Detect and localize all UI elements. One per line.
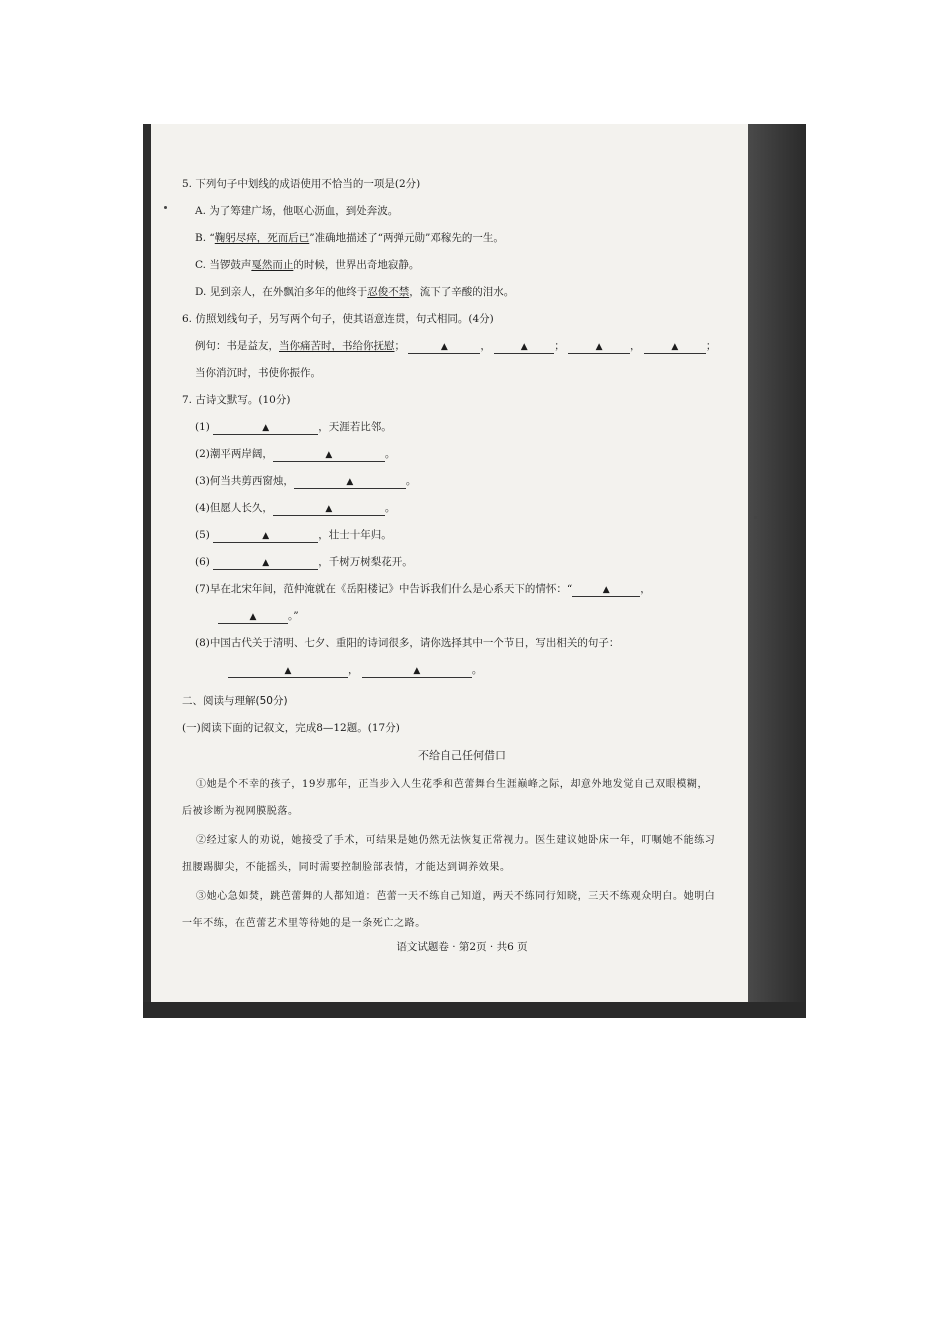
q5-option-c <box>195 257 419 272</box>
q5-d-suffix: ，流下了辛酸的泪水。 <box>409 286 515 298</box>
q7-6-blank[interactable] <box>213 558 318 570</box>
scan-bottom-edge <box>143 1002 806 1018</box>
q7-2-text: (2)潮平两岸阔， <box>195 448 273 460</box>
q5-c-underlined-idiom: 戛然而止 <box>251 259 294 271</box>
q7-8-comma: ， <box>348 664 359 676</box>
blank-triangle-icon: ▲ <box>325 450 333 460</box>
blank-triangle-icon: ▲ <box>595 342 603 352</box>
q7-2-blank[interactable] <box>273 450 385 462</box>
q7-item-8: (8)中国古代关于清明、七夕、重阳的诗词很多，请你选择其中一个节日，写出相关的句子： <box>195 637 620 649</box>
blank-triangle-icon: ▲ <box>413 666 421 676</box>
scan-edge-shadow <box>748 124 806 1018</box>
q7-8-blank-2[interactable] <box>362 666 472 678</box>
essay-paragraph-1: ①她是个不幸的孩子，19岁那年，正当步入人生花季和芭蕾舞台生涯巅峰之际，却意外地发觉自己双眼模糊，后被诊断为视网膜脱落。 <box>182 779 709 817</box>
q7-item-7-cont <box>218 608 299 624</box>
q7-8-end: 。 <box>471 664 483 676</box>
section2-subheading: (一)阅读下面的记叙文，完成8—12题。(17分) <box>182 722 400 734</box>
q6-example-suffix: ； <box>394 340 405 352</box>
q7-3-end: 。 <box>405 475 417 487</box>
q7-1-number: (1) <box>195 421 210 433</box>
q7-item-1 <box>195 419 392 435</box>
q5-stem: 5. 下列句子中划线的成语使用不恰当的一项是(2分) <box>182 178 421 190</box>
q6-blank-3[interactable] <box>568 342 630 354</box>
q6-blank-2[interactable] <box>494 342 554 354</box>
q7-stem: 7. 古诗文默写。(10分) <box>182 394 291 406</box>
q6-comma: ， <box>480 340 491 352</box>
q6-blank-1[interactable] <box>408 342 480 354</box>
q5-option-b <box>195 230 504 245</box>
q6-underlined-example: 当你痛苦时，书给你抚慰 <box>279 340 395 352</box>
q7-5-text: ，壮士十年归。 <box>318 529 392 541</box>
q6-example-line <box>195 338 716 354</box>
q7-6-number: (6) <box>195 556 210 568</box>
essay-paragraph-3: ③她心急如焚，跳芭蕾舞的人都知道：芭蕾一天不练自己知道，两天不练同行知晓，三天不练观众明白。她明白一年不练，在芭蕾艺术里等待她的是一条死亡之路。 <box>182 891 716 929</box>
scanned-page-photo <box>143 124 806 1018</box>
q6-example-prefix: 例句：书是益友， <box>195 340 279 352</box>
q7-4-text: (4)但愿人长久， <box>195 502 273 514</box>
blank-triangle-icon: ▲ <box>346 477 354 487</box>
blank-triangle-icon: ▲ <box>671 342 679 352</box>
q5-b-suffix: ”准确地描述了“两弹元勋”邓稼先的一生。 <box>309 232 504 244</box>
q5-b-prefix: B. “ <box>195 232 215 244</box>
q6-line-2: 当你消沉时，书使你振作。 <box>195 367 321 379</box>
q6-blank-4[interactable] <box>644 342 706 354</box>
q7-1-blank[interactable] <box>213 423 318 435</box>
q7-3-blank[interactable] <box>294 477 406 489</box>
section2-heading: 二、阅读与理解(50分) <box>182 695 288 707</box>
q5-b-underlined-idiom: 鞠躬尽瘁，死而后已 <box>214 232 310 244</box>
q7-7-comma: ， <box>640 583 651 595</box>
q7-item-2 <box>195 446 395 462</box>
exam-sheet <box>151 124 748 1002</box>
q5-d-prefix: D. 见到亲人，在外飘泊多年的他终于 <box>195 286 368 298</box>
scan-speck <box>164 206 167 209</box>
blank-triangle-icon: ▲ <box>249 612 257 622</box>
q7-4-end: 。 <box>384 502 396 514</box>
blank-triangle-icon: ▲ <box>520 342 528 352</box>
q5-option-d <box>195 284 514 299</box>
scan-speck <box>754 516 757 519</box>
essay-title: 不给自己任何借口 <box>418 749 506 762</box>
q6-comma-2: ， <box>630 340 641 352</box>
blank-triangle-icon: ▲ <box>262 531 270 541</box>
q5-c-suffix: 的时候，世界出奇地寂静。 <box>293 259 420 271</box>
q5-c-prefix: C. 当锣鼓声 <box>195 259 252 271</box>
q5-option-a: A. 为了筹建广场，他呕心沥血，到处奔波。 <box>195 205 399 217</box>
blank-triangle-icon: ▲ <box>602 585 610 595</box>
q7-8-blank-1[interactable] <box>228 666 348 678</box>
blank-triangle-icon: ▲ <box>284 666 292 676</box>
q7-7-text: (7)早在北宋年间，范仲淹就在《岳阳楼记》中告诉我们什么是心系天下的情怀：“ <box>195 583 573 595</box>
q7-7-end: 。” <box>288 610 299 622</box>
blank-triangle-icon: ▲ <box>325 504 333 514</box>
q7-6-text: ，千树万树梨花开。 <box>318 556 413 568</box>
q7-item-7 <box>195 581 651 597</box>
essay-paragraph-2: ②经过家人的劝说，她接受了手术，可结果是她仍然无法恢复正常视力。医生建议她卧床一年，叮嘱她不能练习扭腰踢脚尖，不能摇头，同时需要控制脸部表情，才能达到调养效果。 <box>182 835 716 873</box>
page-footer: 语文试题卷 · 第2页 · 共6 页 <box>396 941 528 953</box>
q7-7-blank-2[interactable] <box>218 612 288 624</box>
q6-semicolon-2: ； <box>705 340 717 352</box>
q7-item-4 <box>195 500 395 516</box>
q6-semicolon-1: ； <box>554 340 565 352</box>
q7-3-text: (3)何当共剪西窗烛， <box>195 475 294 487</box>
blank-triangle-icon: ▲ <box>262 423 270 433</box>
q7-1-text: ，天涯若比邻。 <box>318 421 392 433</box>
q7-5-number: (5) <box>195 529 210 541</box>
blank-triangle-icon: ▲ <box>262 558 270 568</box>
q7-item-3 <box>195 473 416 489</box>
q7-4-blank[interactable] <box>273 504 385 516</box>
q7-7-blank-1[interactable] <box>572 585 640 597</box>
q5-d-underlined-idiom: 忍俊不禁 <box>367 286 410 298</box>
q7-item-8-cont <box>228 662 482 678</box>
q7-item-5 <box>195 527 392 543</box>
q7-item-6 <box>195 554 413 570</box>
blank-triangle-icon: ▲ <box>440 342 448 352</box>
q7-5-blank[interactable] <box>213 531 318 543</box>
q6-stem: 6. 仿照划线句子，另写两个句子，使其语意连贯，句式相同。(4分) <box>182 313 494 325</box>
q7-2-end: 。 <box>384 448 396 460</box>
